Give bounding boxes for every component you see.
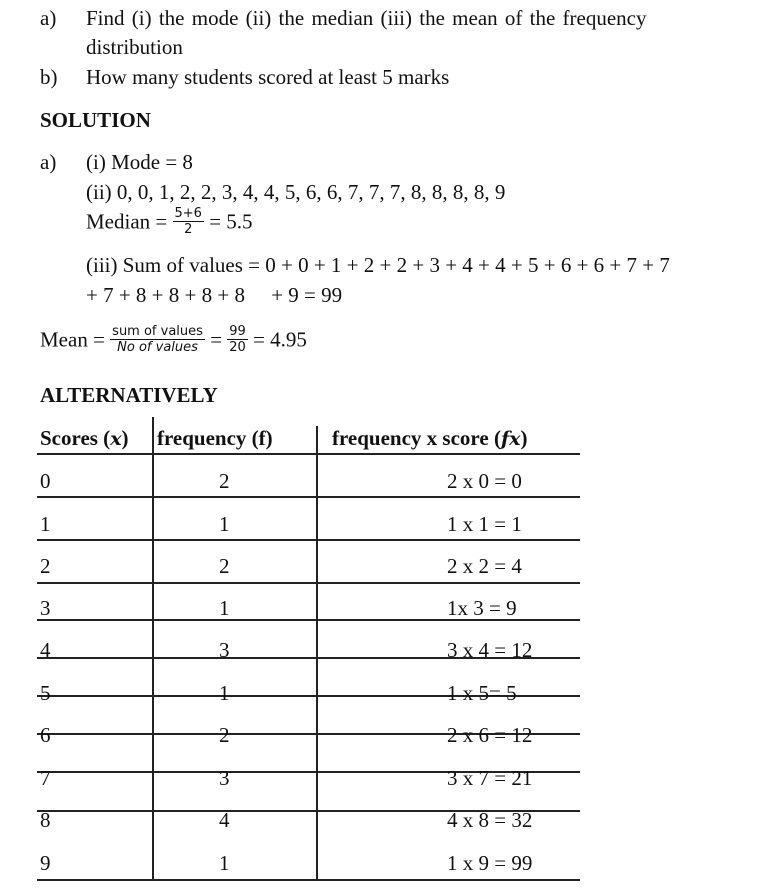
cell-frequency: 1 [219,512,230,536]
cell-fx: 1 x 9 = 99 [447,851,533,875]
mean-fraction [110,324,205,355]
question-b-text: How many students scored at least 5 marks [86,65,450,89]
cell-fx: 1x 3 = 9 [447,596,517,620]
cell-frequency: 1 [219,851,230,875]
cell-fx: 3 x 7 = 21 [447,766,533,790]
table-header-rule [37,453,580,455]
header-frequency: frequency (f) [157,426,273,450]
table-bottom-rule [37,879,580,881]
table-col-divider-2 [316,426,318,880]
mean-fraction-values [227,324,248,355]
sum-line-2: + 7 + 8 + 8 + 8 + 8 + 9 = 99 [86,283,343,307]
cell-fx: 2 x 0 = 0 [447,469,522,493]
cell-score: 0 [40,469,51,493]
cell-frequency: 2 [219,469,230,493]
cell-score: 8 [40,808,51,832]
header-fx-label: frequency x score ( [332,426,501,450]
median-prefix: Median = [86,209,168,234]
cell-frequency: 2 [219,554,230,578]
median-numerator: 5+6 [174,206,202,221]
header-fx-close: ) [520,426,528,450]
median-fraction [173,206,204,237]
cell-frequency: 1 [219,596,230,620]
sum-line-1: (iii) Sum of values = 0 + 0 + 1 + 2 + 2 + 3 + 4 + 4 + 5 + 6 + 6 + 7 + 7 [86,253,670,277]
median-line [86,208,253,239]
cell-fx: 2 x 2 = 4 [447,554,522,578]
cell-frequency: 1 [219,681,230,705]
cell-fx: 2 x 6 = 12 [447,723,533,747]
question-a-text: Find (i) the mode (ii) the median (iii) the mean of the frequency [86,6,647,30]
median-denominator: 2 [184,222,193,237]
cell-fx: 1 x 5= 5 [447,681,517,705]
cell-fx: 1 x 1 = 1 [447,512,522,536]
cell-frequency: 3 [219,638,230,662]
cell-score: 4 [40,638,51,662]
cell-frequency: 4 [219,808,230,832]
header-scores-var: x [110,428,122,450]
cell-frequency: 2 [219,723,230,747]
mean-denominator-value: 20 [229,340,246,355]
cell-score: 1 [40,512,51,536]
cell-score: 2 [40,554,51,578]
cell-score: 7 [40,766,51,790]
mean-numerator: sum of values [112,324,203,339]
table-row-rule [37,496,580,498]
solution-part-label: a) [40,150,57,174]
header-scores-label: Scores ( [40,426,111,450]
mean-denominator: No of values [117,340,198,355]
header-fx [332,426,527,451]
question-a-label: a) [40,6,57,30]
median-result: = 5.5 [209,209,253,234]
mode-line: (i) Mode = 8 [86,150,193,174]
mean-numerator-value: 99 [229,324,246,339]
header-scores-close: ) [121,426,129,450]
mean-result: = 4.95 [253,327,307,352]
question-a-text-cont: distribution [86,35,183,59]
cell-score: 9 [40,851,51,875]
cell-score: 6 [40,723,51,747]
mean-equals: = [210,327,223,352]
alternatively-heading: ALTERNATIVELY [40,383,218,407]
cell-score: 3 [40,596,51,620]
cell-frequency: 3 [219,766,230,790]
mean-prefix: Mean = [40,327,105,352]
solution-heading: SOLUTION [40,108,151,132]
table-row-rule [37,539,580,541]
cell-fx: 3 x 4 = 12 [447,638,533,662]
header-fx-var: fx [500,428,521,450]
question-b-label: b) [40,65,58,89]
cell-fx: 4 x 8 = 32 [447,808,533,832]
header-scores [40,426,129,451]
table-row-rule [37,582,580,584]
ordered-values-line: (ii) 0, 0, 1, 2, 2, 3, 4, 4, 5, 6, 6, 7, 7, 7, 8, 8, 8, 8, 9 [86,180,506,204]
mean-line [40,326,307,357]
cell-score: 5 [40,681,51,705]
